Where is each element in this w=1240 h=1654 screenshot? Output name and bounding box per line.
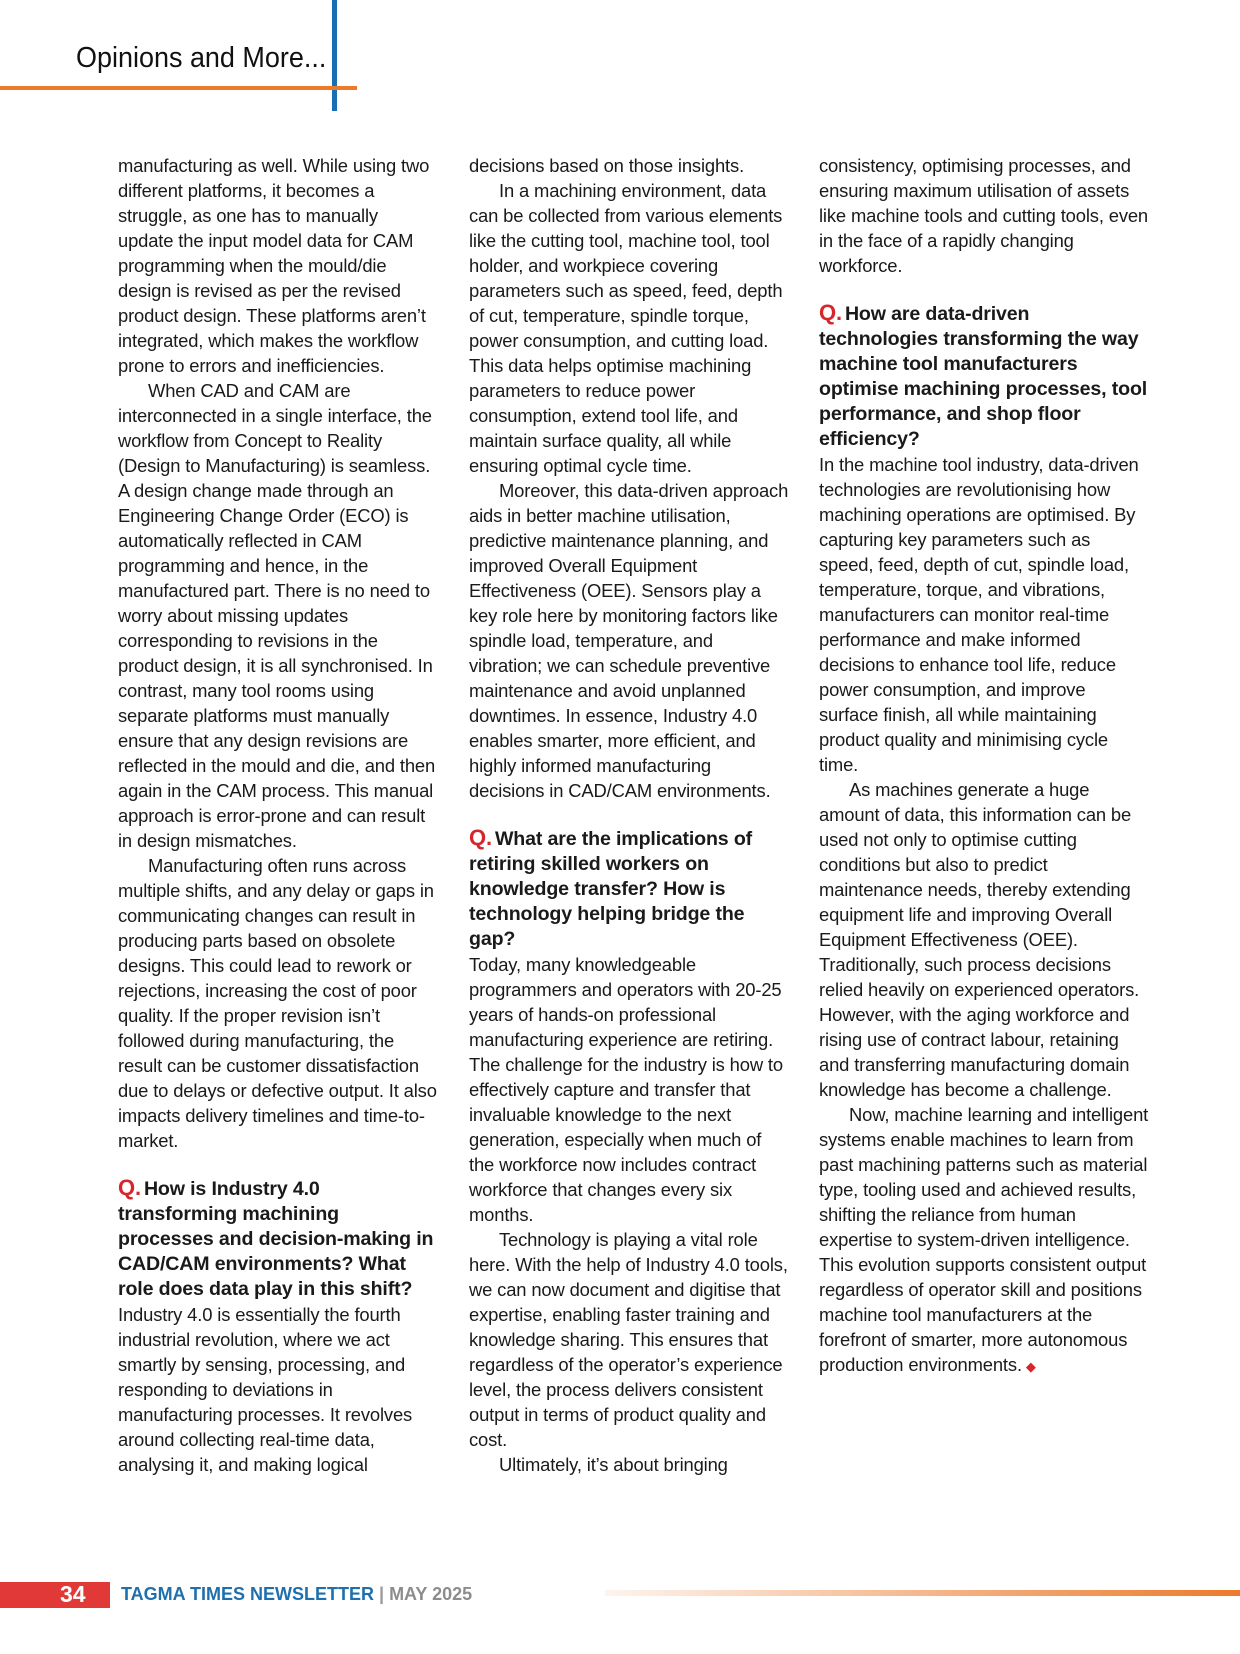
publication-name: TAGMA TIMES NEWSLETTER: [121, 1584, 374, 1604]
paragraph: In the machine tool industry, data-driven technologies are revolutionising how machining operations are optimised. By capturing key parameters such as speed, feed, depth of cut, spindle load, temperature, torque, and vibrations, manufacturers can monitor real-time performance and make informed decisions to enhance tool life, reduce power consumption, and improve surface finish, all while maintaining product quality and minimising cycle time.: [819, 454, 1139, 775]
paragraph: Industry 4.0 is essentially the fourth industrial revolution, where we act smartly by sensing, processing, and responding to deviations in manufacturing processes. It revolves around collecting real-time data, analysing it, and making logical: [118, 1304, 413, 1475]
question-heading: [469, 825, 789, 952]
footer-separator: |: [379, 1584, 385, 1604]
paragraph: Technology is playing a vital role here. With the help of Industry 4.0 tools, we can now document and digitise that expertise, enabling faster training and knowledge sharing. This ensures that regardless of the operator’s experience level, the process delivers consistent output in terms of product quality and cost.: [469, 1229, 788, 1450]
question-text: What are the implications of retiring skilled workers on knowledge transfer? How is technology helping bridge the gap?: [469, 828, 753, 950]
question-heading: [819, 300, 1149, 452]
issue-date: MAY 2025: [389, 1584, 473, 1604]
section-title: Opinions and More...: [76, 42, 327, 74]
column-1: [118, 153, 438, 1477]
paragraph: Ultimately, it’s about bringing: [499, 1454, 728, 1475]
footer-gradient-rule: [605, 1590, 1240, 1596]
paragraph: Moreover, this data-driven approach aids in better machine utilisation, predictive maintenance planning, and improved Overall Equipment Effectiveness (OEE). Sensors play a key role here by monitoring factors like spindle load, temperature, and vibration; we can schedule preventive maintenance and avoid unplanned downtimes. In essence, Industry 4.0 enables smarter, more efficient, and highly informed manufacturing decisions in CAD/CAM environments.: [469, 480, 789, 801]
paragraph-text: Now, machine learning and intelligent systems enable machines to learn from past machining patterns such as material type, tooling used and achieved results, shifting the reliance from human expertise to system-driven intelligence. This evolution supports consistent output regardless of operator skill and positions machine tool manufacturers at the forefront of smarter, more autonomous production environments.: [819, 1104, 1149, 1375]
question-text: How is Industry 4.0 transforming machining processes and decision-making in CAD/CAM environments? What role does data play in this shift?: [118, 1178, 434, 1300]
paragraph: [819, 1102, 1149, 1379]
question-mark: Q.: [469, 825, 492, 850]
footer-publication: [121, 1584, 472, 1605]
question-mark: Q.: [118, 1175, 141, 1200]
header-orange-rule: [0, 86, 357, 90]
footer-red-bar: [0, 1582, 110, 1608]
paragraph: consistency, optimising processes, and ensuring maximum utilisation of assets like machine tools and cutting tools, even in the face of a rapidly changing workforce.: [819, 155, 1149, 276]
paragraph: decisions based on those insights.: [469, 155, 745, 176]
end-mark-icon: ◆: [1025, 1359, 1036, 1374]
paragraph: Manufacturing often runs across multiple shifts, and any delay or gaps in communicating changes can result in producing parts based on obsolete designs. This could lead to rework or rejections, increasing the cost of poor quality. If the proper revision isn’t followed during manufacturing, the result can be customer dissatisfaction due to delays or defective output. It also impacts delivery timelines and time-to-market.: [118, 855, 437, 1151]
paragraph: As machines generate a huge amount of data, this information can be used not only to optimise cutting conditions but also to predict maintenance needs, thereby extending equipment life and improving Overall Equipment Effectiveness (OEE). Traditionally, such process decisions relied heavily on experienced operators. However, with the aging workforce and rising use of contract labour, retaining and transferring manufacturing domain knowledge has become a challenge.: [819, 779, 1140, 1100]
question-mark: Q.: [819, 300, 842, 325]
page-number: 34: [60, 1581, 86, 1607]
header-blue-rule: [332, 0, 337, 111]
paragraph: manufacturing as well. While using two different platforms, it becomes a struggle, as one has to manually update the input model data for CAM programming when the mould/die design is revised as per the revised product design. These platforms aren’t integrated, which makes the workflow prone to errors and inefficiencies.: [118, 155, 430, 376]
column-2: [469, 153, 789, 1477]
question-text: How are data-driven technologies transforming the way machine tool manufacturers optimise machining processes, tool performance, and shop floor efficiency?: [819, 303, 1148, 450]
question-heading: [118, 1175, 438, 1302]
column-3: [819, 153, 1149, 1379]
paragraph: In a machining environment, data can be collected from various elements like the cutting tool, machine tool, tool holder, and workpiece covering parameters such as speed, feed, depth of cut, temperature, spindle torque, power consumption, and cutting load. This data helps optimise machining parameters to reduce power consumption, extend tool life, and maintain surface quality, all while ensuring optimal cycle time.: [469, 180, 783, 476]
paragraph: When CAD and CAM are interconnected in a single interface, the workflow from Concept to Reality (Design to Manufacturing) is seamless. A design change made through an Engineering Change Order (ECO) is automatically reflected in CAM programming and hence, in the manufactured part. There is no need to worry about missing updates corresponding to revisions in the product design, it is all synchronised. In contrast, many tool rooms using separate platforms must manually ensure that any design revisions are reflected in the mould and die, and then again in the CAM process. This manual approach is error-prone and can result in design mismatches.: [118, 380, 436, 851]
paragraph: Today, many knowledgeable programmers and operators with 20-25 years of hands-on professional manufacturing experience are retiring. The challenge for the industry is how to effectively capture and transfer that invaluable knowledge to the next generation, especially when much of the workforce now includes contract workforce that changes every six months.: [469, 954, 783, 1225]
